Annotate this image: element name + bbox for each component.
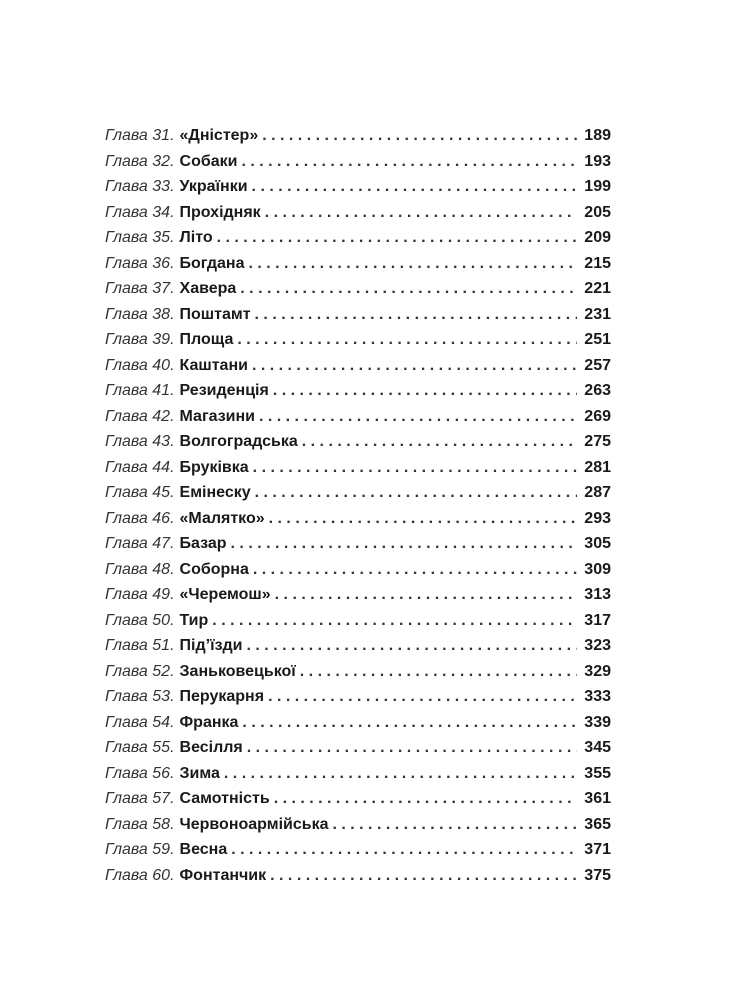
- page-number: 323: [584, 637, 611, 654]
- dot-leader: [270, 863, 577, 889]
- chapter-label: Глава 53.: [105, 688, 175, 705]
- page-number: 305: [584, 535, 611, 552]
- chapter-label: Глава 51.: [105, 637, 175, 654]
- chapter-title: Самотність: [179, 790, 270, 807]
- dot-leader: [252, 353, 577, 379]
- toc-entry[interactable]: [105, 633, 611, 659]
- chapter-title: Зима: [179, 764, 220, 782]
- chapter-label: Глава 41.: [105, 382, 175, 399]
- chapter-title: Франка: [179, 713, 239, 731]
- dot-leader: [242, 710, 577, 736]
- toc-entry[interactable]: [105, 506, 611, 532]
- chapter-label: Глава 48.: [105, 560, 175, 578]
- page-number: 257: [584, 356, 611, 374]
- chapter-title: Богдана: [179, 254, 245, 272]
- chapter-title: Літо: [179, 229, 213, 246]
- page-number: 355: [584, 764, 611, 782]
- toc-entry[interactable]: [105, 735, 611, 761]
- chapter-label: Глава 55.: [105, 739, 175, 756]
- chapter-label: Глава 54.: [105, 713, 175, 731]
- toc-entry[interactable]: [105, 225, 611, 251]
- page-number: 251: [584, 331, 611, 348]
- table-of-contents: [105, 123, 611, 888]
- dot-leader: [332, 812, 577, 838]
- chapter-title: Фонтанчик: [179, 866, 267, 884]
- toc-entry[interactable]: [105, 455, 611, 481]
- dot-leader: [231, 531, 577, 557]
- chapter-title: Весілля: [179, 739, 243, 756]
- page-number: 361: [584, 790, 611, 807]
- toc-entry[interactable]: [105, 404, 611, 430]
- chapter-title: Емінеску: [179, 484, 251, 501]
- dot-leader: [255, 302, 577, 328]
- toc-entry[interactable]: [105, 251, 611, 277]
- dot-leader: [247, 735, 577, 761]
- toc-entry[interactable]: [105, 302, 611, 328]
- page-number: 313: [584, 586, 611, 603]
- chapter-title: Собаки: [179, 152, 238, 170]
- chapter-title: Бруківка: [179, 458, 249, 476]
- chapter-title: Площа: [179, 331, 234, 348]
- toc-entry[interactable]: [105, 710, 611, 736]
- chapter-label: Глава 34.: [105, 203, 175, 221]
- page-number: 345: [584, 739, 611, 756]
- toc-entry[interactable]: [105, 812, 611, 838]
- dot-leader: [275, 582, 577, 608]
- chapter-label: Глава 49.: [105, 586, 175, 603]
- toc-entry[interactable]: [105, 531, 611, 557]
- page-number: 317: [584, 611, 611, 629]
- page-number: 365: [584, 815, 611, 833]
- toc-entry[interactable]: [105, 863, 611, 889]
- page-number: 333: [584, 688, 611, 705]
- chapter-label: Глава 40.: [105, 356, 175, 374]
- chapter-label: Глава 37.: [105, 280, 175, 297]
- page-number: 231: [584, 305, 611, 323]
- chapter-title: Під’їзди: [179, 637, 243, 654]
- dot-leader: [268, 684, 577, 710]
- chapter-label: Глава 56.: [105, 764, 175, 782]
- page-number: 309: [584, 560, 611, 578]
- chapter-title: «Дністер»: [179, 127, 259, 144]
- dot-leader: [212, 608, 577, 634]
- page-number: 193: [584, 152, 611, 170]
- chapter-title: Поштамт: [179, 305, 251, 323]
- page-number: 375: [584, 866, 611, 884]
- chapter-label: Глава 47.: [105, 535, 175, 552]
- dot-leader: [231, 837, 577, 863]
- dot-leader: [265, 200, 577, 226]
- dot-leader: [273, 378, 577, 404]
- chapter-title: Резиденція: [179, 382, 269, 399]
- dot-leader: [253, 455, 577, 481]
- chapter-label: Глава 59.: [105, 841, 175, 858]
- chapter-label: Глава 45.: [105, 484, 175, 501]
- chapter-title: Магазини: [179, 407, 255, 425]
- chapter-title: Тир: [179, 611, 209, 629]
- chapter-title: Українки: [179, 178, 248, 195]
- chapter-title: Прохідняк: [179, 203, 261, 221]
- toc-entry[interactable]: [105, 761, 611, 787]
- chapter-label: Глава 58.: [105, 815, 175, 833]
- toc-entry[interactable]: [105, 200, 611, 226]
- toc-entry[interactable]: [105, 429, 611, 455]
- dot-leader: [253, 557, 577, 583]
- dot-leader: [302, 429, 577, 455]
- page-number: 371: [584, 841, 611, 858]
- chapter-title: «Черемош»: [179, 586, 271, 603]
- page-number: 189: [584, 127, 611, 144]
- dot-leader: [262, 123, 577, 149]
- chapter-title: Волгоградська: [179, 433, 298, 450]
- dot-leader: [255, 480, 577, 506]
- dot-leader: [300, 659, 577, 685]
- dot-leader: [247, 633, 577, 659]
- chapter-label: Глава 46.: [105, 509, 175, 527]
- chapter-label: Глава 31.: [105, 127, 175, 144]
- dot-leader: [224, 761, 577, 787]
- toc-entry[interactable]: [105, 149, 611, 175]
- page-number: 199: [584, 178, 611, 195]
- chapter-label: Глава 32.: [105, 152, 175, 170]
- toc-entry[interactable]: [105, 837, 611, 863]
- toc-entry[interactable]: [105, 123, 611, 149]
- page-number: 205: [584, 203, 611, 221]
- dot-leader: [252, 174, 577, 200]
- toc-entry[interactable]: [105, 684, 611, 710]
- chapter-label: Глава 36.: [105, 254, 175, 272]
- chapter-title: Каштани: [179, 356, 248, 374]
- chapter-title: Червоноармійська: [179, 815, 329, 833]
- chapter-label: Глава 44.: [105, 458, 175, 476]
- page-number: 221: [584, 280, 611, 297]
- page-number: 275: [584, 433, 611, 450]
- dot-leader: [269, 506, 577, 532]
- page-number: 287: [584, 484, 611, 501]
- page-number: 339: [584, 713, 611, 731]
- toc-entry[interactable]: [105, 659, 611, 685]
- dot-leader: [240, 276, 577, 302]
- chapter-label: Глава 43.: [105, 433, 175, 450]
- page-number: 269: [584, 407, 611, 425]
- chapter-label: Глава 33.: [105, 178, 175, 195]
- chapter-title: Заньковецької: [179, 662, 296, 680]
- toc-entry[interactable]: [105, 276, 611, 302]
- dot-leader: [217, 225, 577, 251]
- chapter-label: Глава 60.: [105, 866, 175, 884]
- toc-entry[interactable]: [105, 174, 611, 200]
- chapter-label: Глава 52.: [105, 662, 175, 680]
- dot-leader: [248, 251, 577, 277]
- chapter-label: Глава 50.: [105, 611, 175, 629]
- toc-entry[interactable]: [105, 327, 611, 353]
- chapter-label: Глава 38.: [105, 305, 175, 323]
- chapter-title: «Малятко»: [179, 509, 265, 527]
- page-number: 209: [584, 229, 611, 246]
- page-number: 263: [584, 382, 611, 399]
- chapter-label: Глава 35.: [105, 229, 175, 246]
- chapter-label: Глава 39.: [105, 331, 175, 348]
- toc-entry[interactable]: [105, 786, 611, 812]
- toc-entry[interactable]: [105, 353, 611, 379]
- dot-leader: [274, 786, 577, 812]
- chapter-title: Базар: [179, 535, 227, 552]
- toc-entry[interactable]: [105, 557, 611, 583]
- dot-leader: [259, 404, 577, 430]
- chapter-label: Глава 57.: [105, 790, 175, 807]
- dot-leader: [241, 149, 577, 175]
- chapter-title: Соборна: [179, 560, 249, 578]
- chapter-label: Глава 42.: [105, 407, 175, 425]
- page-number: 329: [584, 662, 611, 680]
- chapter-title: Перукарня: [179, 688, 265, 705]
- chapter-title: Весна: [179, 841, 228, 858]
- chapter-title: Хавера: [179, 280, 237, 297]
- toc-entry[interactable]: [105, 378, 611, 404]
- dot-leader: [237, 327, 577, 353]
- page-number: 293: [584, 509, 611, 527]
- page-number: 215: [584, 254, 611, 272]
- toc-entry[interactable]: [105, 608, 611, 634]
- toc-entry[interactable]: [105, 582, 611, 608]
- toc-entry[interactable]: [105, 480, 611, 506]
- page-number: 281: [584, 458, 611, 476]
